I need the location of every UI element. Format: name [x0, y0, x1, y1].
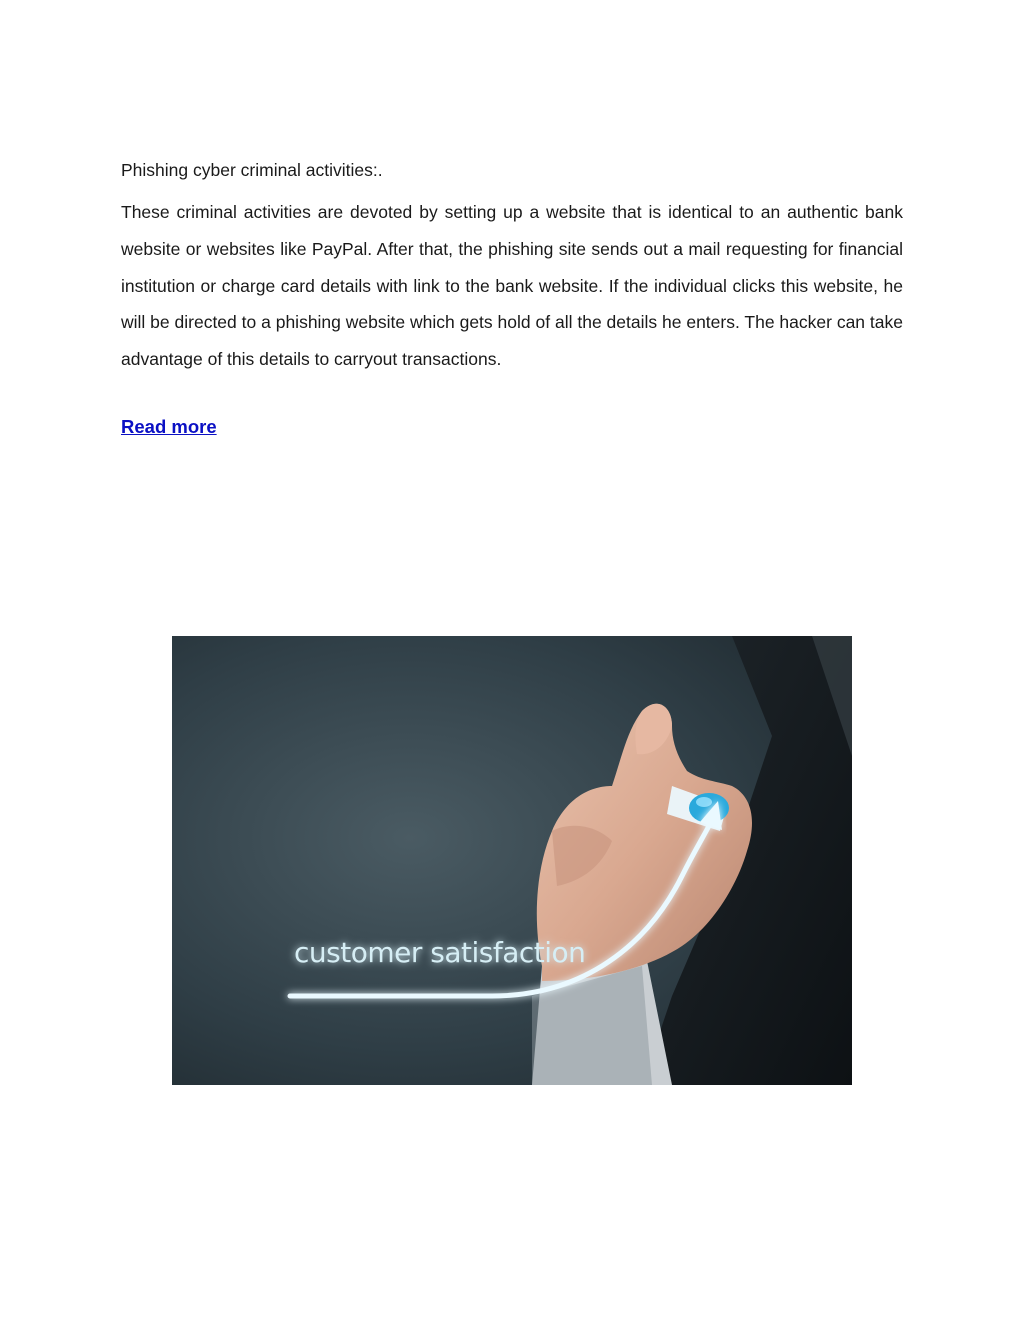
- customer-satisfaction-photo: [172, 636, 852, 1085]
- marker-shine: [696, 797, 712, 807]
- photo-illustration: [172, 636, 852, 1085]
- article-paragraph: These criminal activities are devoted by setting up a website that is identical to an authentic bank website or websites like PayPal. After that, the phishing site sends out a mail requesting for financial institution or charge card details with link to the bank website. If the individual clicks this website, he will be directed to a phishing website which gets hold of all the details he enters. The hacker can take advantage of this details to carryout transactions.: [121, 202, 903, 370]
- photo-caption: customer satisfaction: [294, 936, 586, 969]
- read-more-link[interactable]: Read more: [121, 416, 217, 437]
- section-heading: Phishing cyber criminal activities:.: [121, 160, 383, 180]
